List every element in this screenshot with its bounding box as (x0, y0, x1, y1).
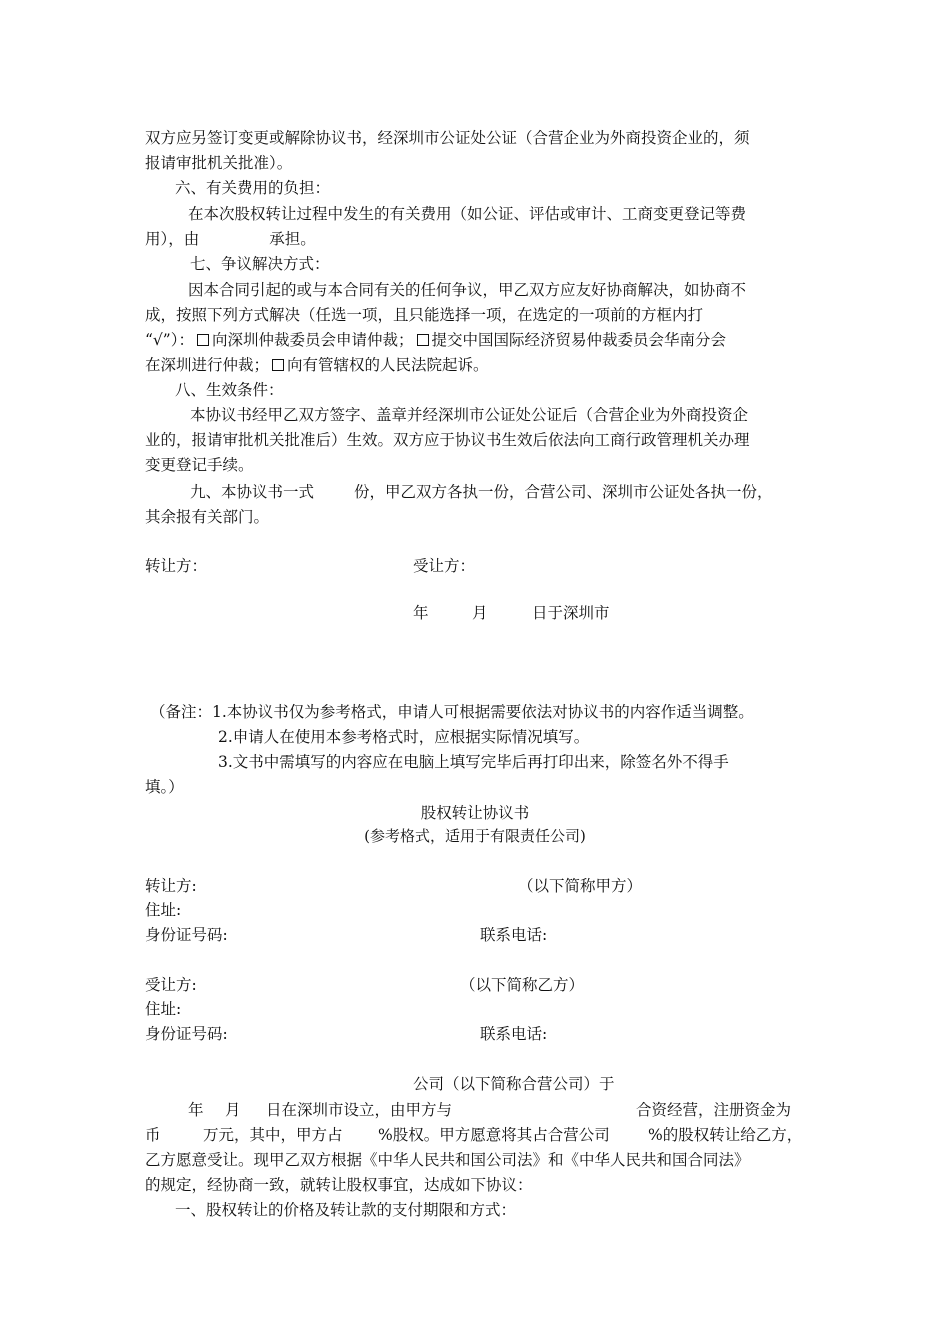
party-b-address: 住址: (145, 1000, 182, 1018)
body-line: 的规定，经协商一致，就转让股权事宜，达成如下协议： (145, 1176, 533, 1194)
section-heading-6: 六、有关费用的负担： (175, 179, 331, 197)
body-line (190, 482, 773, 502)
text-fragment: %的股权转让给乙方， (648, 1126, 803, 1144)
body-line: 业的，报请审批机关批准后）生效。双方应于协议书生效后依法向工商行政管理机关办理 (145, 431, 750, 449)
note-line: 2.申请人在使用本参考格式时，应根据实际情况填写。 (218, 728, 590, 746)
party-a-phone: 联系电话: (480, 926, 548, 944)
document-title: 股权转让协议书 (420, 804, 530, 822)
text-fragment: 份，甲乙双方各执一份，合营公司、深圳市公证处各执一份， (354, 483, 773, 501)
checkbox-icon (417, 334, 429, 346)
text-fragment: 月 (225, 1101, 241, 1119)
party-a-id: 身份证号码: (145, 926, 228, 944)
party-a-label: 转让方: (145, 877, 197, 895)
body-line (145, 330, 726, 350)
body-line: 在本次股权转让过程中发生的有关费用（如公证、评估或审计、工商变更登记等费 (188, 205, 747, 223)
text-fragment: 币 (145, 1126, 161, 1144)
option-court: 向有管辖权的人民法院起诉。 (287, 356, 489, 374)
section-heading-7: 七、争议解决方式： (190, 255, 330, 273)
date-month: 月 (472, 604, 488, 622)
signature-transferor: 转让方： (145, 557, 208, 575)
text-fragment: 九、本协议书一式 (190, 483, 315, 501)
section-heading-1: 一、股权转让的价格及转让款的支付期限和方式： (175, 1201, 517, 1219)
company-line: 公司（以下简称合营公司）于 (413, 1075, 615, 1093)
option-cietac: 提交中国国际经济贸易仲裁委员会华南分会 (431, 331, 727, 349)
text-fragment: 日在深圳市设立，由甲方与 (266, 1101, 453, 1119)
signature-transferee: 受让方： (413, 557, 476, 575)
party-a-address: 住址: (145, 901, 182, 919)
party-b-phone: 联系电话: (480, 1025, 548, 1043)
option-shenzhen-arbitration: 向深圳仲裁委员会申请仲裁； (211, 331, 414, 349)
party-b-short: （以下简称乙方） (460, 976, 585, 994)
text-fragment: 用），由 (145, 230, 200, 248)
note-line: （备注：1.本协议书仅为参考格式，申请人可根据需要依法对协议书的内容作适当调整。 (150, 703, 754, 721)
party-b-label: 受让方: (145, 976, 197, 994)
document-subtitle: (参考格式，适用于有限责任公司) (364, 827, 586, 845)
note-line: 填。） (145, 778, 184, 796)
date-year: 年 (413, 604, 429, 622)
body-line: 其余报有关部门。 (145, 508, 270, 526)
checkbox-icon (272, 359, 284, 371)
body-line (145, 355, 489, 375)
text-fragment: 在深圳进行仲裁； (145, 356, 270, 374)
checkbox-icon (197, 334, 209, 346)
section-heading-8: 八、生效条件： (175, 381, 284, 399)
text-fragment: 年 (188, 1101, 204, 1119)
note-line: 3.文书中需填写的内容应在电脑上填写完毕后再打印出来，除签名外不得手 (218, 753, 729, 771)
body-line: 因本合同引起的或与本合同有关的任何争议，甲乙双方应友好协商解决，如协商不 (188, 281, 747, 299)
text-fragment: 万元，其中，甲方占 (203, 1126, 343, 1144)
body-line (145, 229, 316, 249)
body-line: 报请审批机关批准）。 (145, 154, 293, 172)
party-a-short: （以下简称甲方） (518, 877, 643, 895)
body-line: 双方应另签订变更或解除协议书，经深圳市公证处公证（合营企业为外商投资企业的，须 (145, 129, 750, 147)
text-fragment: 合资经营，注册资金为 (636, 1101, 792, 1119)
date-day-place: 日于深圳市 (532, 604, 610, 622)
text-fragment: “√”）： (145, 331, 194, 349)
text-fragment: %股权。甲方愿意将其占合营公司 (378, 1126, 610, 1144)
party-b-id: 身份证号码: (145, 1025, 228, 1043)
body-line: 变更登记手续。 (145, 456, 254, 474)
body-line: 乙方愿意受让。现甲乙双方根据《中华人民共和国公司法》和《中华人民共和国合同法》 (145, 1151, 750, 1169)
text-fragment: 承担。 (269, 230, 316, 248)
body-line: 本协议书经甲乙双方签字、盖章并经深圳市公证处公证后（合营企业为外商投资企 (190, 406, 749, 424)
body-line: 成，按照下列方式解决（任选一项，且只能选择一项，在选定的一项前的方框内打 (145, 306, 704, 324)
